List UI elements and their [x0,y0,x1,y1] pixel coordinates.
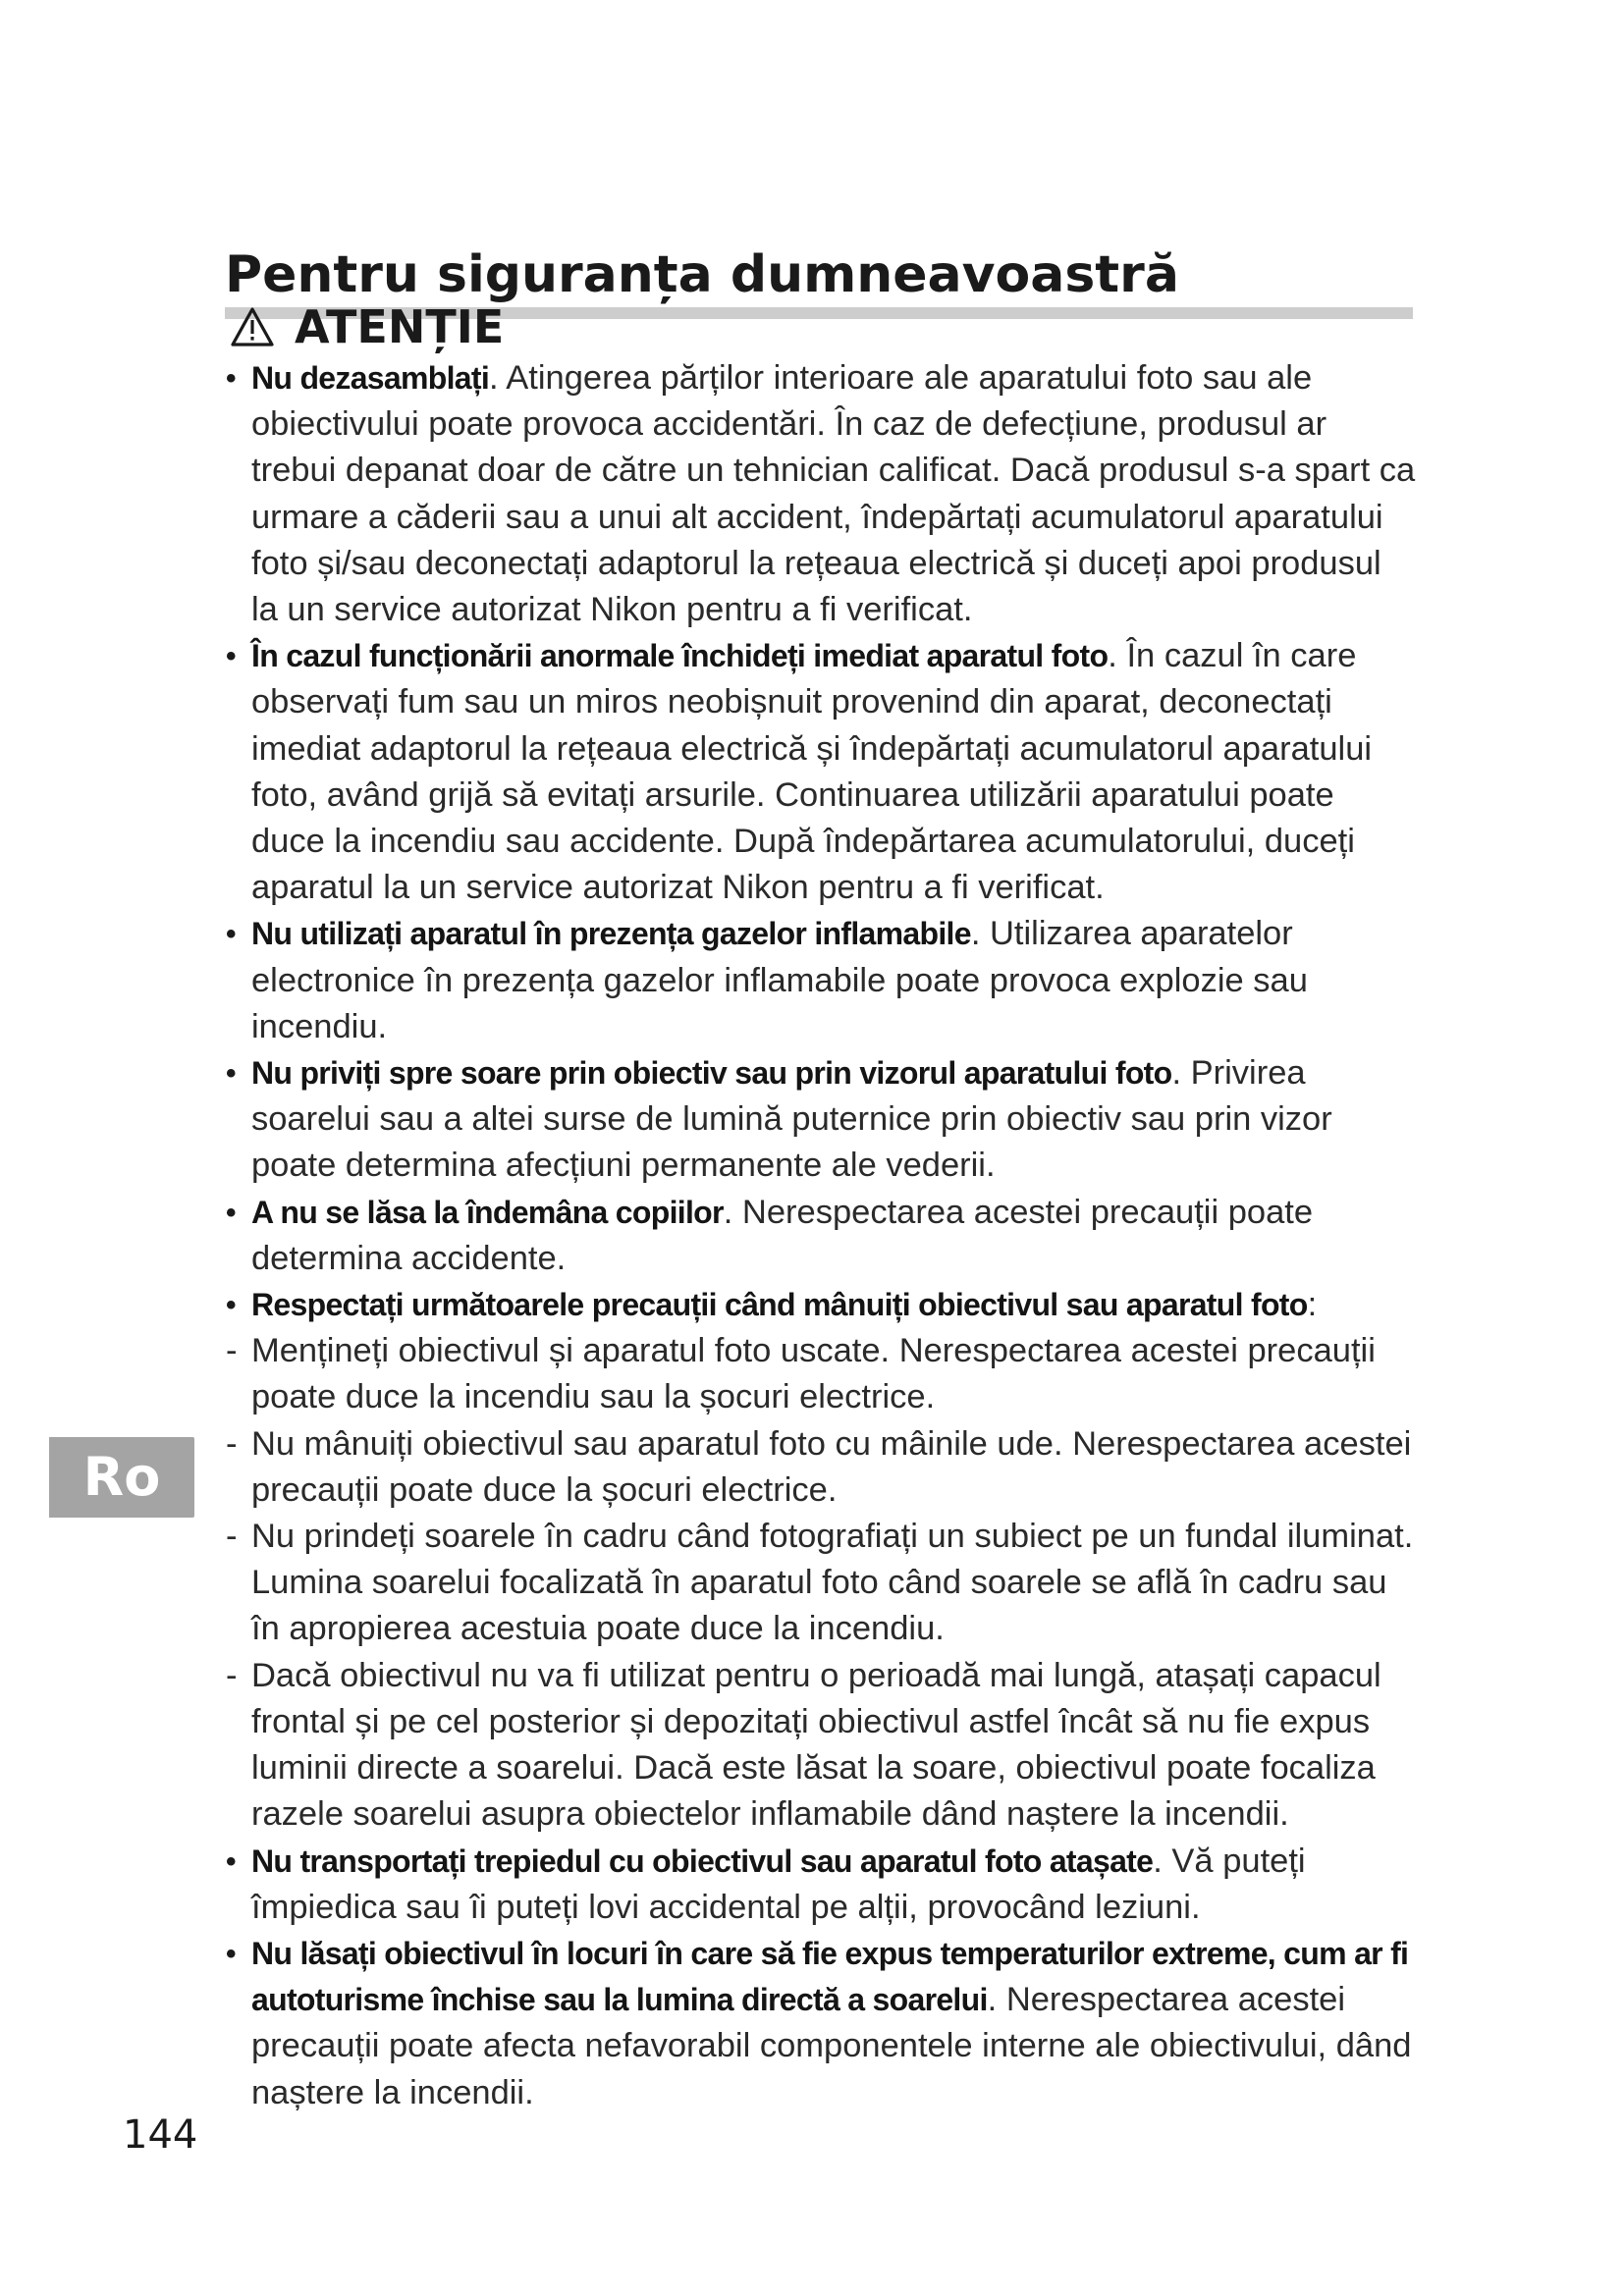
list-item [226,1839,1416,1931]
item-text: . Nerespectarea acestei precauții poate afecta nefavorabil componentele interne ale obiectivului, dând naștere la incendii. [251,1981,1412,2111]
page-title: Pentru siguranța dumneavoastră [225,242,1413,319]
item-heading: A nu se lăsa la îndemâna copiilor [251,1194,724,1230]
language-tab: Ro [49,1437,194,1518]
item-text: . În cazul în care observați fum sau un miros neobișnuit provenind din aparat, deconectați imediat adaptorul la rețeaua electrică și îndepărtați acumulatorul aparatului foto, având grijă să evitați arsurile. Continuarea utilizării aparatului poate duce la incendiu sau accidente. După îndepărtarea acumulatorului, duceți aparatul la un service autorizat Nikon pentru a fi verificat. [251,637,1373,907]
list-item [226,1931,1416,2116]
safety-list-continued [226,1839,1416,2116]
sublist-text: Nu mânuiți obiectivul sau aparatul foto cu mâinile ude. Nerespectarea acestei precauții poate duce la șocuri electrice. [251,1424,1412,1509]
bullet: • [226,918,237,951]
item-text: . Utilizarea aparatelor electronice în prezența gazelor inflamabile poate provoca explozie sau incendiu. [251,915,1308,1045]
item-text: . Nerespectarea acestei precauții poate determina accidente. [251,1193,1314,1277]
item-heading: Nu transportați trepiedul cu obiectivul sau aparatul foto atașate [251,1842,1154,1879]
sublist-text: Mențineți obiectivul și aparatul foto uscate. Nerespectarea acestei precauții poate duce la incendiu sau la șocuri electrice. [251,1332,1376,1416]
dash: - [226,1656,238,1694]
sublist-item [226,1653,1416,1839]
item-text: . Atingerea părților interioare ale aparatului foto sau ale obiectivului poate provoca accidentări. În caz de defecțiune, produsul ar trebui depanat doar de către un tehnician calificat. Dacă produsul s-a spart ca urmare a căderii sau a unui alt accident, îndepărtați acumulatorul aparatului foto și/sau deconectați adaptorul la rețeaua electrică și duceți apoi produsul la un service autorizat Nikon pentru a fi verificat. [251,359,1416,629]
list-item [226,355,1416,633]
item-heading: Respectați următoarele precauții când mânuiți obiectivul sau aparatul foto [251,1287,1308,1323]
item-heading: Nu priviți spre soare prin obiectiv sau prin vizorul aparatului foto [251,1055,1172,1092]
list-item [226,1050,1416,1190]
bullet: • [226,1289,237,1322]
item-heading: În cazul funcționării anormale închideți imediat aparatul foto [251,638,1109,674]
list-item [226,633,1416,911]
item-heading: Nu utilizați aparatul în prezența gazelor inflamabile [251,916,971,952]
sublist-item [226,1328,1416,1420]
item-text: : [1307,1286,1318,1324]
bullet: • [226,1844,237,1878]
dash: - [226,1332,238,1370]
sublist-item [226,1421,1416,1514]
page-number: 144 [123,2112,198,2158]
caution-label: ATENȚIE [295,300,505,353]
precautions-sublist [226,1328,1416,1838]
dash: - [226,1518,238,1556]
list-item [226,1190,1416,1282]
list-item [226,911,1416,1050]
dash: - [226,1424,238,1463]
sublist-item [226,1514,1416,1653]
item-heading: Nu lăsați obiectivul în locuri în care să fie expus temperaturilor extreme, cum ar fi autoturisme închise sau la lumina directă a soarelui [251,1935,1409,2018]
bullet: • [226,362,237,395]
item-text: . Privirea soarelui sau a altei surse de lumină puternice prin obiectiv sau prin vizor poate determina afecțiuni permanente ale vederii. [251,1054,1332,1185]
bullet: • [226,1057,237,1091]
item-text: . Vă puteți împiedica sau îi puteți lovi accidental pe alții, provocând leziuni. [251,1842,1306,1926]
bullet: • [226,1196,237,1229]
sublist-text: Nu prindeți soarele în cadru când fotografiați un subiect pe un fundal iluminat. Lumina soarelui focalizată în aparatul foto când soarele se află în cadru sau în apropierea acestuia poate duce la incendiu. [251,1518,1414,1648]
caution-heading [230,293,504,361]
list-item [226,1282,1416,1328]
safety-list-container [226,355,1416,2116]
sublist-text: Dacă obiectivul nu va fi utilizat pentru o perioadă mai lungă, atașați capacul frontal și pe cel posterior și depozitați obiectivul astfel încât să nu fie expus luminii directe a soarelui. Dacă este lăsat la soare, obiectivul poate focaliza razele soarelui asupra obiectelor inflamabile dând naștere la incendii. [251,1656,1381,1834]
bullet: • [226,640,237,673]
warning-triangle-icon [230,306,275,347]
bullet: • [226,1937,237,1970]
safety-list [226,355,1416,1328]
item-heading: Nu dezasamblați [251,360,490,396]
